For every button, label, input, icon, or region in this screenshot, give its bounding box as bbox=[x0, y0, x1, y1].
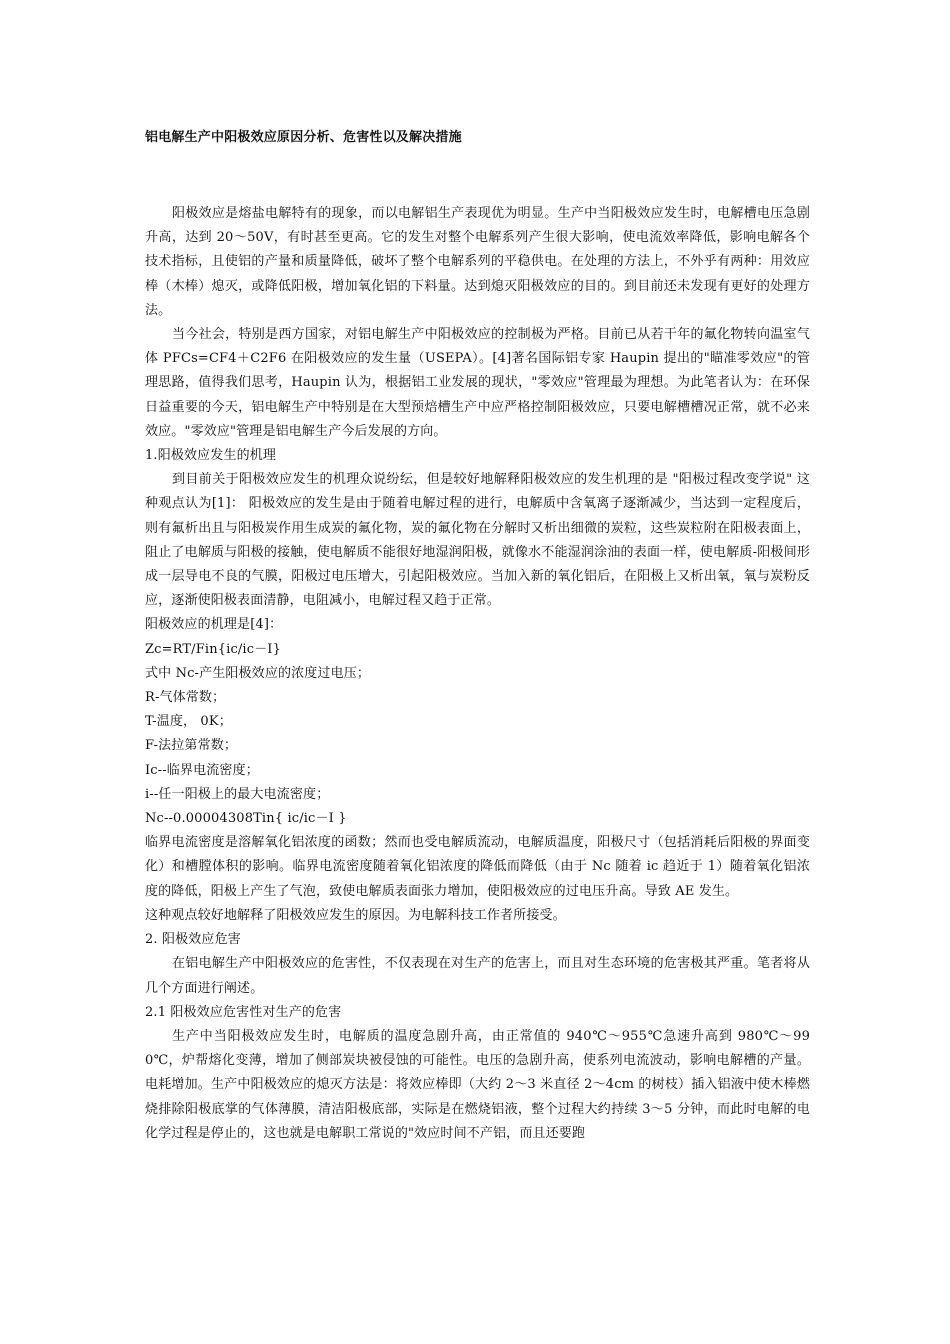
paragraph: 2.1 阳极效应危害性对生产的危害 bbox=[145, 1004, 342, 1020]
paragraph: Nc--0.00004308Tin{ ic/ic－I } bbox=[145, 811, 347, 827]
paragraph: 生产中当阳极效应发生时，电解质的温度急剧升高，由正常值的 940℃～955℃急速升高到 980℃～990℃，炉帮熔化变薄，增加了侧部炭块被侵蚀的可能性。电压的急剧升高，使系列电流波动，影响电解槽的产量。电耗增加。生产中阳极效应的熄灭方法是：将效应棒即（大约 2～3 米直径 2～4cm 的树枝）插入铝液中使木棒燃烧排除阳极底掌的气体薄膜，清洁阳极底部，实际是在燃烧铝液，整个过程大约持续 3～5 分钟，而此时电解的电化学过程是停止的，这也就是电解职工常说的"效应时间不产铝，而且还要跑 bbox=[145, 1028, 810, 1141]
paragraph: R-气体常数； bbox=[145, 690, 226, 706]
paragraph: 这种观点较好地解释了阳极效应发生的原因。为电解科技工作者所接受。 bbox=[145, 907, 566, 923]
paragraph: 临界电流密度是溶解氧化铝浓度的函数；然而也受电解质流动，电解质温度，阳极尺寸（包括消耗后阳极的界面变化）和槽膛体积的影响。临界电流密度随着氧化铝浓度的降低而降低（由于 Nc 随着 ic 趋近于 1）随着氧化铝浓度的降低，阳极上产生了气泡，致使电解质表面张力增加，使阳极效应的过电压升高。导致 AE 发生。 bbox=[145, 835, 810, 899]
paragraph: Zc=RT/Fin{ic/ic－I} bbox=[145, 641, 282, 657]
document-body bbox=[145, 202, 810, 1146]
paragraph: T-温度， 0K； bbox=[145, 714, 232, 730]
paragraph: 式中 Nc-产生阳极效应的浓度过电压； bbox=[145, 665, 371, 681]
paragraph: 阳极效应的机理是[4]： bbox=[145, 617, 283, 633]
document-page bbox=[145, 118, 810, 1146]
paragraph: 当今社会，特别是西方国家，对铝电解生产中阳极效应的控制极为严格。目前已从若干年的氟化物转向温室气体 PFCs=CF4＋C2F6 在阳极效应的发生量（USEPA）。[4]著名国际铝专家 Haupin 提出的"瞄准零效应"的管理思路，值得我们思考，Haupin 认为，根据铝工业发展的现状，"零效应"管理最为理想。为此笔者认为：在环保日益重要的今天，铝电解生产中特别是在大型预焙槽生产中应严格控制阳极效应，只要电解槽槽况正常，就不必来效应。"零效应"管理是铝电解生产今后发展的方向。 bbox=[145, 327, 810, 439]
paragraph: 在铝电解生产中阳极效应的危害性，不仅表现在对生产的危害上，而且对生态环境的危害极其严重。笔者将从几个方面进行阐述。 bbox=[145, 956, 810, 996]
paragraph: F-法拉第常数； bbox=[145, 738, 238, 754]
paragraph: i--任一阳极上的最大电流密度； bbox=[145, 786, 330, 802]
paragraph: 1.阳极效应发生的机理 bbox=[145, 448, 277, 464]
paragraph: 阳极效应是熔盐电解特有的现象，而以电解铝生产表现优为明显。生产中当阳极效应发生时，电解槽电压急剧升高，达到 20～50V，有时甚至更高。它的发生对整个电解系列产生很大影响，使电流效率降低，影响电解各个技术指标，且使铝的产量和质量降低，破坏了整个电解系列的平稳供电。在处理的方法上，不外乎有两种：用效应棒（木棒）熄灭，或降低阳极，增加氧化铝的下料量。达到熄灭阳极效应的目的。到目前还未发现有更好的处理方法。 bbox=[145, 206, 810, 318]
paragraph: 2. 阳极效应危害 bbox=[145, 932, 241, 948]
paragraph: Ic--临界电流密度； bbox=[145, 762, 259, 778]
document-title: 铝电解生产中阳极效应原因分析、危害性以及解决措施 bbox=[145, 130, 462, 145]
paragraph: 到目前关于阳极效应发生的机理众说纷纭，但是较好地解释阳极效应的发生机理的是 "阳极过程改变学说" 这种观点认为[1]： 阳极效应的发生是由于随着电解过程的进行，电解质中含氧离子逐渐减少，当达到一定程度后，则有氟析出且与阳极炭作用生成炭的氟化物，炭的氟化物在分解时又析出细微的炭粒，这些炭粒附在阳极表面上，阻止了电解质与阳极的接触，使电解质不能很好地湿润阳极，就像水不能湿润涂油的表面一样，使电解质-阳极间形成一层导电不良的气膜，阳极过电压增大，引起阳极效应。当加入新的氧化铝后，在阳极上又析出氧，氧与炭粉反应，逐渐使阳极表面清静，电阻减小，电解过程又趋于正常。 bbox=[145, 472, 810, 609]
